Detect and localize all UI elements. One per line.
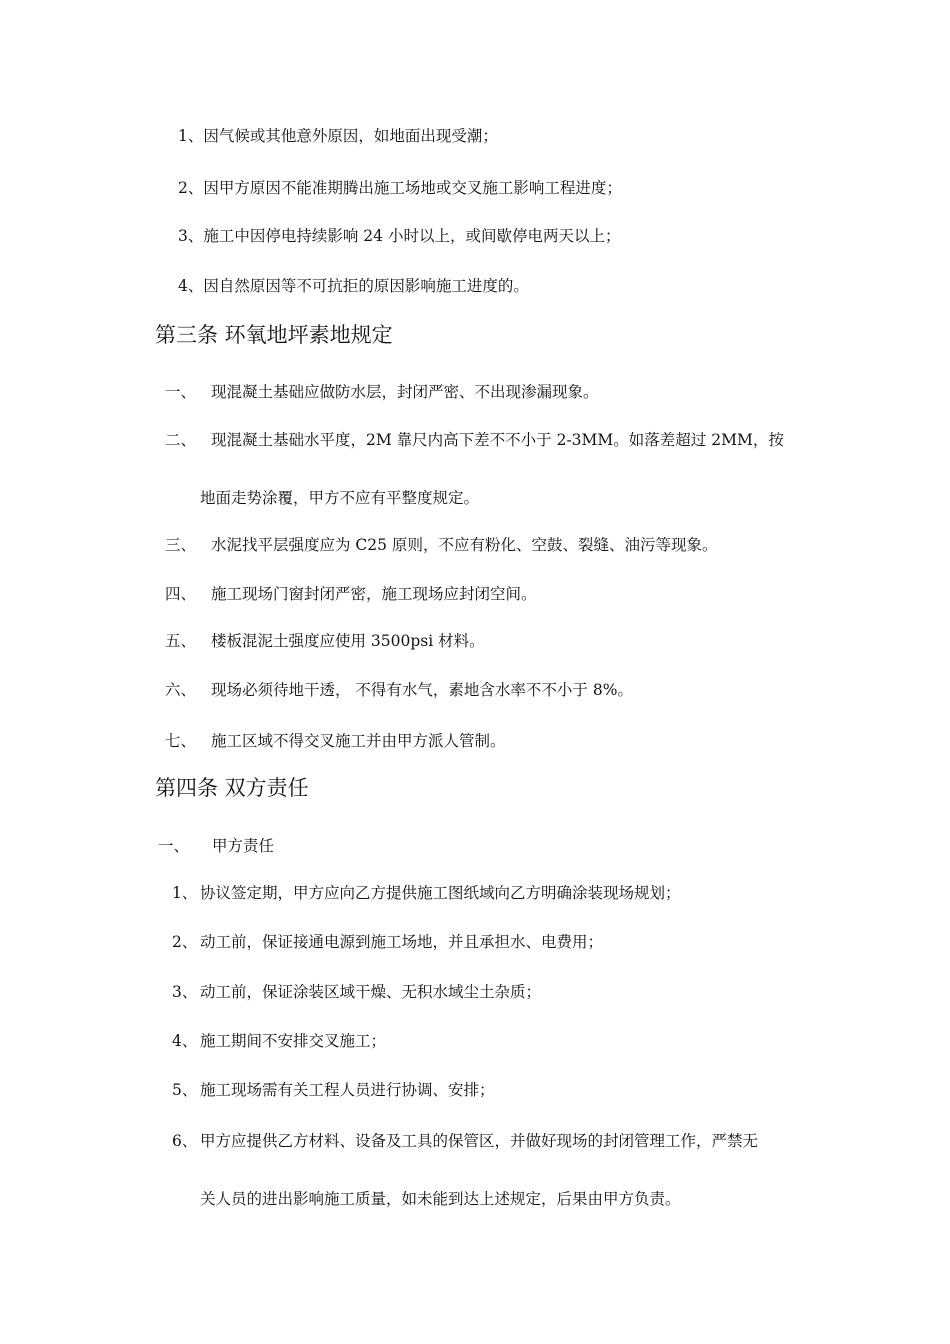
list-item: 1、 协议签定期，甲方应向乙方提供施工图纸域向乙方明确涂装现场规划；	[172, 884, 681, 902]
list-item: 6、 甲方应提供乙方材料、设备及工具的保管区，并做好现场的封闭管理工作，严禁无	[172, 1132, 759, 1150]
list-item: 2、 动工前，保证接通电源到施工场地，并且承担水、电费用；	[172, 933, 604, 951]
list-item: 3、 动工前，保证涂装区域干燥、无积水域尘土杂质；	[172, 983, 542, 1001]
list-item: 3、施工中因停电持续影响 24 小时以上，或间歇停电两天以上；	[178, 227, 621, 245]
list-item: 2、因甲方原因不能准期腾出施工场地或交叉施工影响工程进度；	[178, 179, 622, 197]
list-item: 五、 楼板混泥土强度应使用 3500psi 材料。	[165, 632, 485, 650]
list-item: 一、 现混凝土基础应做防水层，封闭严密、不出现渗漏现象。	[165, 383, 599, 401]
list-item: 七、 施工区域不得交叉施工并由甲方派人管制。	[165, 732, 506, 750]
list-item: 1、因气候或其他意外原因，如地面出现受潮；	[178, 127, 498, 145]
list-item: 三、 水泥找平层强度应为 C25 原则，不应有粉化、空鼓、裂缝、油污等现象。	[165, 536, 718, 554]
list-item: 四、 施工现场门窗封闭严密，施工现场应封闭空间。	[165, 585, 537, 603]
list-item: 4、因自然原因等不可抗拒的原因影响施工进度的。	[178, 277, 529, 295]
list-item: 二、 现混凝土基础水平度，2M 靠尺内高下差不不小于 2-3MM。如落差超过 2MM，按	[165, 431, 784, 449]
article3-title: 第三条 环氧地坪素地规定	[155, 323, 393, 347]
list-item-continuation: 地面走势涂覆，甲方不应有平整度规定。	[200, 489, 480, 507]
list-item-continuation: 关人员的进出影响施工质量，如未能到达上述规定，后果由甲方负责。	[200, 1190, 681, 1208]
list-item: 六、 现场必须待地干透， 不得有水气，素地含水率不不小于 8%。	[165, 681, 633, 699]
subsection-heading: 一、 甲方责任	[158, 837, 275, 855]
list-item: 5、 施工现场需有关工程人员进行协调、安排；	[172, 1081, 495, 1099]
list-item: 4、 施工期间不安排交叉施工；	[172, 1032, 387, 1050]
article4-title: 第四条 双方责任	[155, 776, 309, 800]
